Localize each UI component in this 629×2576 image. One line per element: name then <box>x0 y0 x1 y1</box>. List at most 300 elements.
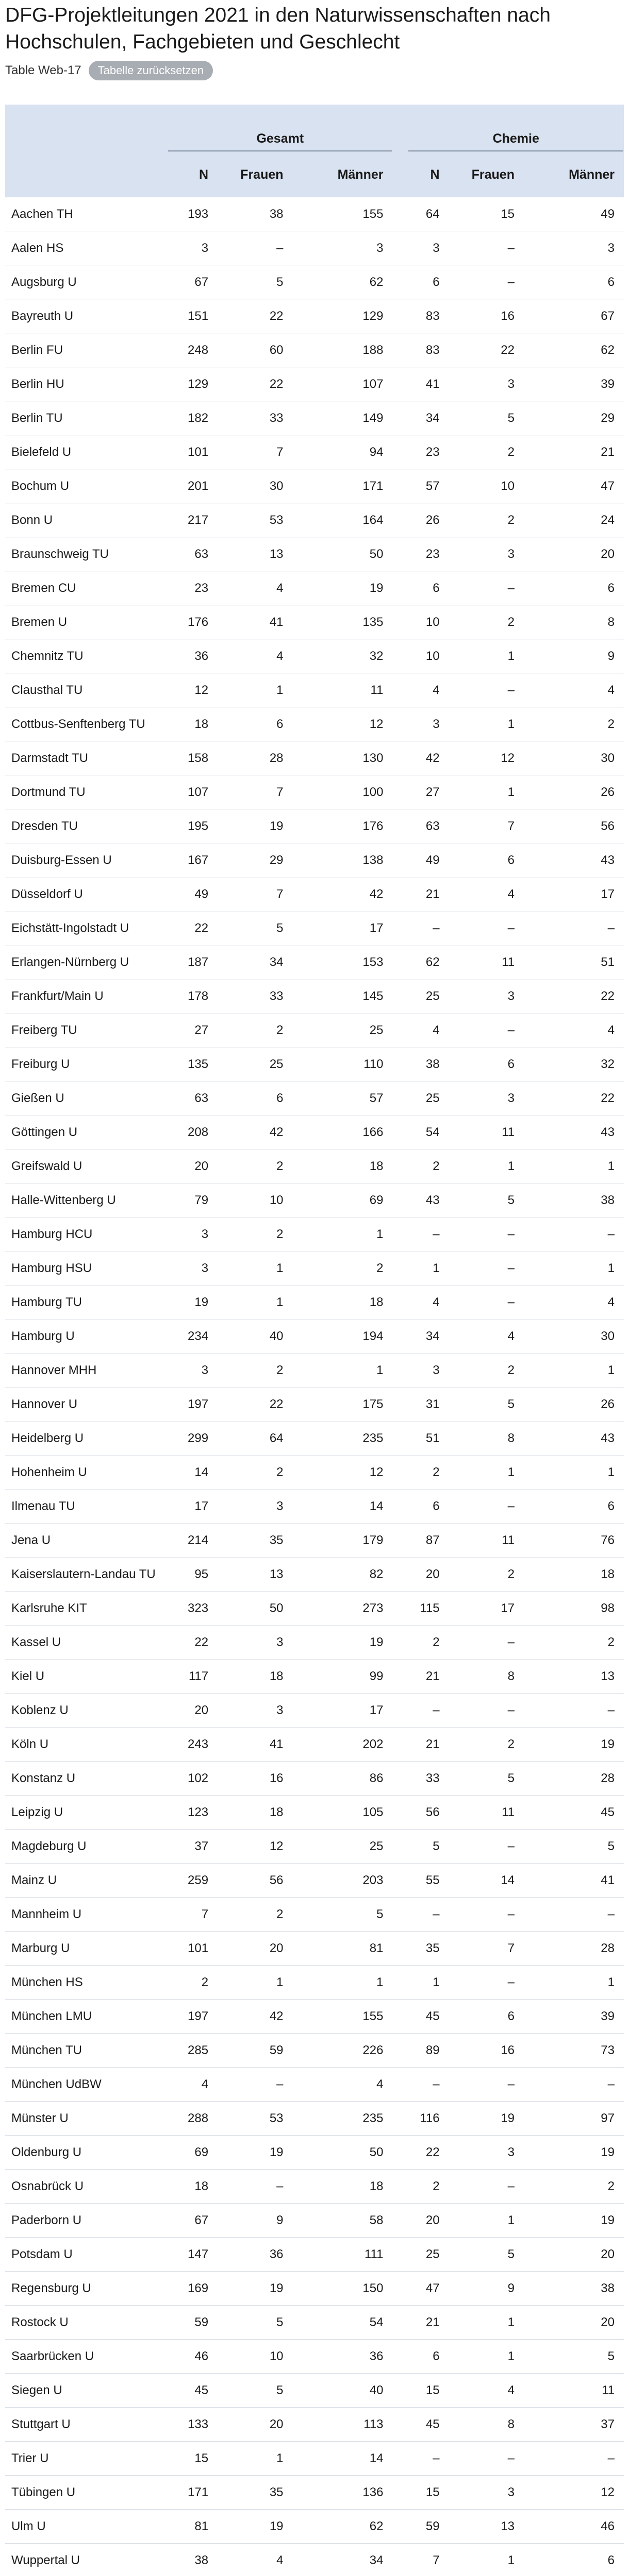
table-cell: 15 <box>392 2476 449 2510</box>
table-cell: 8 <box>524 605 624 639</box>
row-label: Dresden TU <box>5 809 168 843</box>
table-cell: 133 <box>168 2408 218 2442</box>
table-cell: 12 <box>449 741 524 775</box>
table-cell: 2 <box>218 1217 292 1251</box>
row-label: Freiberg TU <box>5 1013 168 1047</box>
table-cell: 25 <box>218 1047 292 1081</box>
table-cell: 83 <box>392 299 449 333</box>
table-cell: 14 <box>293 2442 393 2476</box>
table-row <box>5 1353 624 1387</box>
table-cell: 135 <box>168 1047 218 1081</box>
table-cell: 42 <box>293 877 393 911</box>
row-label: Ulm U <box>5 2510 168 2544</box>
table-row <box>5 2476 624 2510</box>
table-cell: – <box>218 2170 292 2204</box>
table-cell: 95 <box>168 1557 218 1591</box>
table-cell: 3 <box>168 1353 218 1387</box>
table-row <box>5 2374 624 2408</box>
table-cell: 43 <box>392 1183 449 1217</box>
table-cell: 153 <box>293 945 393 979</box>
table-cell: 136 <box>293 2476 393 2510</box>
column-header-gesamt-maenner[interactable]: Männer <box>293 152 393 197</box>
table-row <box>5 367 624 401</box>
table-cell: 32 <box>524 1047 624 1081</box>
table-cell: 101 <box>168 435 218 469</box>
table-cell: 169 <box>168 2272 218 2306</box>
table-cell: 6 <box>392 1489 449 1523</box>
table-row <box>5 401 624 435</box>
table-cell: 20 <box>392 2204 449 2238</box>
table-cell: 34 <box>392 1319 449 1353</box>
table-cell: 20 <box>524 2238 624 2272</box>
table-cell: 6 <box>449 1999 524 2033</box>
table-row <box>5 299 624 333</box>
table-row <box>5 2408 624 2442</box>
table-cell: – <box>449 571 524 605</box>
table-cell: 63 <box>168 1081 218 1115</box>
table-row <box>5 469 624 503</box>
table-cell: 6 <box>524 265 624 299</box>
table-cell: 130 <box>293 741 393 775</box>
table-cell: 19 <box>293 571 393 605</box>
table-cell: 83 <box>392 333 449 367</box>
data-table <box>5 105 624 2576</box>
table-cell: 9 <box>218 2204 292 2238</box>
row-label: Gießen U <box>5 1081 168 1115</box>
table-cell: 10 <box>392 639 449 673</box>
table-cell: 111 <box>293 2238 393 2272</box>
table-cell: 4 <box>218 2544 292 2576</box>
table-cell: 5 <box>449 1761 524 1795</box>
table-cell: 248 <box>168 333 218 367</box>
table-cell: – <box>449 1693 524 1727</box>
table-row <box>5 2442 624 2476</box>
row-label: Hamburg HCU <box>5 1217 168 1251</box>
table-cell: 5 <box>218 2306 292 2340</box>
table-cell: 51 <box>392 1421 449 1455</box>
table-cell: 6 <box>524 571 624 605</box>
table-row <box>5 231 624 265</box>
table-cell: 1 <box>449 2306 524 2340</box>
table-cell: 1 <box>524 1353 624 1387</box>
table-cell: – <box>449 1489 524 1523</box>
table-cell: 26 <box>392 503 449 537</box>
table-row <box>5 843 624 877</box>
table-cell: 1 <box>449 2204 524 2238</box>
table-cell: 17 <box>168 1489 218 1523</box>
table-cell: 2 <box>449 503 524 537</box>
group-header-row <box>5 105 624 152</box>
table-cell: 42 <box>392 741 449 775</box>
table-cell: 33 <box>218 401 292 435</box>
row-label: Frankfurt/Main U <box>5 979 168 1013</box>
table-cell: 5 <box>218 911 292 945</box>
table-cell: 5 <box>449 401 524 435</box>
table-cell: 10 <box>218 1183 292 1217</box>
table-cell: 102 <box>168 1761 218 1795</box>
table-cell: 4 <box>449 2374 524 2408</box>
table-cell: 18 <box>218 1795 292 1829</box>
table-cell: – <box>449 2170 524 2204</box>
table-label: Table Web-17 <box>5 63 81 77</box>
table-cell: 15 <box>392 2374 449 2408</box>
column-header-chemie-n[interactable]: N <box>392 152 449 197</box>
table-cell: – <box>449 673 524 707</box>
table-cell: 2 <box>218 1455 292 1489</box>
table-row <box>5 979 624 1013</box>
table-row <box>5 1659 624 1693</box>
table-cell: 7 <box>218 435 292 469</box>
table-cell: 45 <box>168 2374 218 2408</box>
table-cell: 15 <box>449 197 524 231</box>
table-cell: 22 <box>218 299 292 333</box>
table-cell: – <box>392 2442 449 2476</box>
row-label: Freiburg U <box>5 1047 168 1081</box>
table-cell: 117 <box>168 1659 218 1693</box>
table-cell: 3 <box>168 231 218 265</box>
table-cell: 49 <box>168 877 218 911</box>
row-label: Hannover MHH <box>5 1353 168 1387</box>
table-cell: 107 <box>168 775 218 809</box>
table-cell: 20 <box>392 1557 449 1591</box>
table-cell: 4 <box>524 673 624 707</box>
row-label: Trier U <box>5 2442 168 2476</box>
table-cell: 18 <box>293 1149 393 1183</box>
column-header-gesamt-frauen[interactable]: Frauen <box>218 152 292 197</box>
table-row <box>5 1387 624 1421</box>
table-cell: 1 <box>524 1965 624 1999</box>
table-row <box>5 333 624 367</box>
table-cell: 34 <box>218 945 292 979</box>
table-cell: 59 <box>168 2306 218 2340</box>
table-cell: 176 <box>168 605 218 639</box>
table-cell: – <box>524 2067 624 2102</box>
row-label: Magdeburg U <box>5 1829 168 1863</box>
table-cell: 1 <box>449 707 524 741</box>
table-row <box>5 2170 624 2204</box>
column-header-chemie-maenner[interactable]: Männer <box>524 152 624 197</box>
table-cell: – <box>524 2442 624 2476</box>
table-cell: 19 <box>524 1727 624 1761</box>
column-header-name <box>5 152 168 197</box>
table-cell: 36 <box>218 2238 292 2272</box>
row-label: Münster U <box>5 2102 168 2136</box>
reset-table-button[interactable]: Tabelle zurücksetzen <box>89 61 213 80</box>
table-cell: 38 <box>168 2544 218 2576</box>
row-label: Jena U <box>5 1523 168 1557</box>
table-cell: 138 <box>293 843 393 877</box>
table-cell: 49 <box>392 843 449 877</box>
table-row <box>5 1523 624 1557</box>
table-cell: 21 <box>392 1727 449 1761</box>
table-cell: 49 <box>524 197 624 231</box>
table-cell: 42 <box>218 1999 292 2033</box>
table-row <box>5 2340 624 2374</box>
row-label: Aachen TH <box>5 197 168 231</box>
table-cell: 14 <box>168 1455 218 1489</box>
table-cell: 115 <box>392 1591 449 1625</box>
table-cell: 46 <box>168 2340 218 2374</box>
table-cell: 208 <box>168 1115 218 1149</box>
table-cell: 235 <box>293 1421 393 1455</box>
table-cell: 3 <box>449 367 524 401</box>
table-row <box>5 1931 624 1965</box>
table-row <box>5 775 624 809</box>
table-cell: 5 <box>449 1183 524 1217</box>
table-cell: – <box>449 1965 524 1999</box>
table-cell: 28 <box>524 1931 624 1965</box>
table-cell: 21 <box>392 1659 449 1693</box>
column-header-chemie-frauen[interactable]: Frauen <box>449 152 524 197</box>
table-row <box>5 2102 624 2136</box>
table-cell: 6 <box>524 1489 624 1523</box>
row-label: Siegen U <box>5 2374 168 2408</box>
table-cell: 194 <box>293 1319 393 1353</box>
table-cell: 193 <box>168 197 218 231</box>
table-cell: 43 <box>524 1115 624 1149</box>
table-cell: 28 <box>218 741 292 775</box>
table-cell: 155 <box>293 1999 393 2033</box>
table-cell: 2 <box>449 1557 524 1591</box>
table-cell: 10 <box>449 469 524 503</box>
table-cell: 18 <box>524 1557 624 1591</box>
table-cell: 2 <box>449 605 524 639</box>
table-cell: 226 <box>293 2033 393 2067</box>
row-label: Bielefeld U <box>5 435 168 469</box>
table-cell: 13 <box>449 2510 524 2544</box>
table-cell: 3 <box>392 707 449 741</box>
table-cell: 4 <box>293 2067 393 2102</box>
table-cell: 17 <box>524 877 624 911</box>
table-cell: 56 <box>392 1795 449 1829</box>
table-cell: 76 <box>524 1523 624 1557</box>
table-cell: 4 <box>449 877 524 911</box>
table-cell: – <box>449 2067 524 2102</box>
table-cell: 60 <box>218 333 292 367</box>
table-cell: 5 <box>392 1829 449 1863</box>
row-label: Halle-Wittenberg U <box>5 1183 168 1217</box>
table-cell: 63 <box>168 537 218 571</box>
table-row <box>5 2306 624 2340</box>
table-row <box>5 2067 624 2102</box>
table-cell: 4 <box>524 1013 624 1047</box>
table-cell: 8 <box>449 2408 524 2442</box>
row-label: Hamburg TU <box>5 1285 168 1319</box>
table-cell: 3 <box>392 1353 449 1387</box>
table-cell: 1 <box>218 673 292 707</box>
table-cell: 18 <box>168 2170 218 2204</box>
table-cell: 89 <box>392 2033 449 2067</box>
page-title: DFG-Projektleitungen 2021 in den Naturwissenschaften nach Hochschulen, Fachgebieten und Geschlecht <box>5 4 551 53</box>
table-cell: 18 <box>293 1285 393 1319</box>
table-cell: – <box>449 1829 524 1863</box>
table-cell: 27 <box>392 775 449 809</box>
row-label: Darmstadt TU <box>5 741 168 775</box>
table-cell: 214 <box>168 1523 218 1557</box>
row-label: Marburg U <box>5 1931 168 1965</box>
table-cell: 2 <box>218 1149 292 1183</box>
table-cell: – <box>449 1285 524 1319</box>
row-label: Karlsruhe KIT <box>5 1591 168 1625</box>
table-row <box>5 2510 624 2544</box>
row-label: Bochum U <box>5 469 168 503</box>
table-row <box>5 911 624 945</box>
table-row <box>5 1183 624 1217</box>
table-row <box>5 707 624 741</box>
table-cell: 113 <box>293 2408 393 2442</box>
table-cell: 20 <box>168 1693 218 1727</box>
table-cell: – <box>449 1013 524 1047</box>
table-cell: 10 <box>218 2340 292 2374</box>
table-cell: 7 <box>168 1897 218 1931</box>
row-label: Hohenheim U <box>5 1455 168 1489</box>
table-cell: 59 <box>392 2510 449 2544</box>
table-cell: – <box>449 265 524 299</box>
table-cell: 11 <box>449 1523 524 1557</box>
table-cell: 1 <box>524 1455 624 1489</box>
table-cell: 151 <box>168 299 218 333</box>
table-cell: 11 <box>449 1115 524 1149</box>
table-cell: 97 <box>524 2102 624 2136</box>
table-cell: – <box>449 911 524 945</box>
table-cell: – <box>449 2442 524 2476</box>
table-cell: 2 <box>392 1149 449 1183</box>
table-cell: 62 <box>293 265 393 299</box>
table-body <box>5 197 624 2576</box>
table-cell: 40 <box>218 1319 292 1353</box>
row-label: Potsdam U <box>5 2238 168 2272</box>
row-label: Konstanz U <box>5 1761 168 1795</box>
table-row <box>5 1217 624 1251</box>
table-cell: 30 <box>524 741 624 775</box>
table-row <box>5 2204 624 2238</box>
table-cell: – <box>524 1897 624 1931</box>
table-cell: 11 <box>449 945 524 979</box>
table-cell: 1 <box>392 1965 449 1999</box>
table-row <box>5 1761 624 1795</box>
row-label: Rostock U <box>5 2306 168 2340</box>
table-row <box>5 1829 624 1863</box>
table-cell: 11 <box>293 673 393 707</box>
table-cell: 19 <box>218 809 292 843</box>
table-cell: 20 <box>168 1149 218 1183</box>
table-row <box>5 809 624 843</box>
table-cell: 7 <box>449 809 524 843</box>
table-row <box>5 1999 624 2033</box>
row-label: Bremen CU <box>5 571 168 605</box>
table-cell: – <box>449 231 524 265</box>
table-row <box>5 571 624 605</box>
table-cell: 16 <box>449 2033 524 2067</box>
table-cell: 38 <box>218 197 292 231</box>
table-cell: 3 <box>449 537 524 571</box>
table-cell: 1 <box>449 1455 524 1489</box>
subtitle-row <box>5 61 624 80</box>
table-cell: 5 <box>293 1897 393 1931</box>
table-cell: 129 <box>293 299 393 333</box>
table-cell: 15 <box>168 2442 218 2476</box>
table-row <box>5 1693 624 1727</box>
row-label: Greifswald U <box>5 1149 168 1183</box>
table-cell: 176 <box>293 809 393 843</box>
row-label: Braunschweig TU <box>5 537 168 571</box>
column-header-gesamt-n[interactable]: N <box>168 152 218 197</box>
table-cell: 116 <box>392 2102 449 2136</box>
group-header-gesamt: Gesamt <box>168 105 392 152</box>
table-cell: 79 <box>168 1183 218 1217</box>
table-cell: – <box>449 1897 524 1931</box>
table-row <box>5 1727 624 1761</box>
table-row <box>5 639 624 673</box>
table-cell: 47 <box>392 2272 449 2306</box>
table-row <box>5 2136 624 2170</box>
table-row <box>5 265 624 299</box>
table-cell: 2 <box>449 1727 524 1761</box>
table-cell: 33 <box>392 1761 449 1795</box>
table-cell: 288 <box>168 2102 218 2136</box>
table-cell: 21 <box>392 2306 449 2340</box>
table-cell: – <box>392 911 449 945</box>
table-cell: 45 <box>392 1999 449 2033</box>
table-cell: 6 <box>218 1081 292 1115</box>
table-cell: 41 <box>218 1727 292 1761</box>
table-cell: 187 <box>168 945 218 979</box>
column-header-row <box>5 152 624 197</box>
row-label: München TU <box>5 2033 168 2067</box>
table-row <box>5 1047 624 1081</box>
table-cell: 3 <box>449 979 524 1013</box>
table-cell: 24 <box>524 503 624 537</box>
table-row <box>5 1115 624 1149</box>
table-cell: 37 <box>168 1829 218 1863</box>
table-cell: 178 <box>168 979 218 1013</box>
table-cell: 87 <box>392 1523 449 1557</box>
table-cell: 2 <box>449 435 524 469</box>
table-cell: 1 <box>449 2340 524 2374</box>
table-cell: 50 <box>218 1591 292 1625</box>
row-label: Koblenz U <box>5 1693 168 1727</box>
table-cell: 197 <box>168 1999 218 2033</box>
table-cell: – <box>392 2067 449 2102</box>
table-cell: 129 <box>168 367 218 401</box>
table-cell: 25 <box>293 1013 393 1047</box>
table-cell: 201 <box>168 469 218 503</box>
table-cell: 2 <box>392 1455 449 1489</box>
table-cell: 243 <box>168 1727 218 1761</box>
table-cell: 234 <box>168 1319 218 1353</box>
table-row <box>5 1897 624 1931</box>
table-cell: – <box>524 911 624 945</box>
row-label: Chemnitz TU <box>5 639 168 673</box>
table-cell: 51 <box>524 945 624 979</box>
table-cell: 19 <box>524 2136 624 2170</box>
row-label: Regensburg U <box>5 2272 168 2306</box>
table-cell: 57 <box>392 469 449 503</box>
table-cell: 56 <box>524 809 624 843</box>
table-cell: 5 <box>524 2340 624 2374</box>
table-cell: 1 <box>218 1285 292 1319</box>
table-cell: 21 <box>524 435 624 469</box>
table-cell: 57 <box>293 1081 393 1115</box>
table-cell: 171 <box>293 469 393 503</box>
table-cell: 25 <box>392 2238 449 2272</box>
table-cell: 26 <box>524 775 624 809</box>
table-cell: 273 <box>293 1591 393 1625</box>
table-row <box>5 1285 624 1319</box>
table-cell: 164 <box>293 503 393 537</box>
table-row <box>5 503 624 537</box>
table-cell: 11 <box>524 2374 624 2408</box>
